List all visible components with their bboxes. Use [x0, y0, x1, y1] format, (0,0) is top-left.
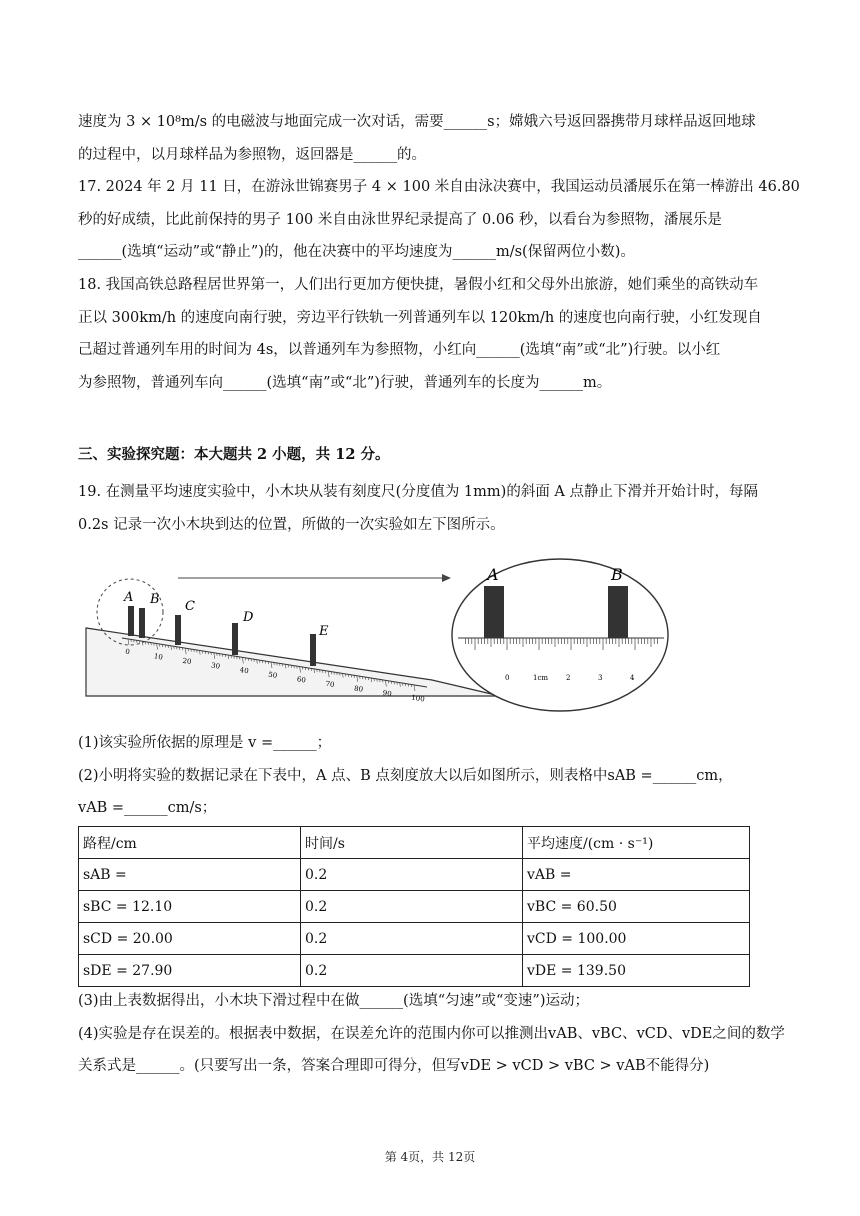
table-cell: vBC = 60.50: [523, 891, 750, 923]
ruler-tick-label: 40: [239, 666, 250, 676]
question-19-sub1: [78, 727, 783, 825]
table-cell: sBC = 12.10: [79, 891, 301, 923]
block-label-b: B: [150, 592, 160, 607]
block-label-d: D: [243, 610, 254, 625]
section-heading: 三、实验探究题：本大题共 2 小题，共 12 分。: [78, 446, 390, 463]
question-18: [78, 269, 783, 399]
table-header-row: [79, 827, 750, 859]
table-cell: 0.2: [301, 923, 523, 955]
table-header: 平均速度/(cm · s⁻¹): [523, 827, 750, 859]
zoom-label-a: A: [487, 565, 499, 584]
ruler-tick-label: 90: [382, 689, 393, 699]
data-table: [78, 826, 750, 987]
zoom-tick-1cm: 1cm: [533, 674, 549, 682]
text-line: 正以 300km/h 的速度向南行驶，旁边平行铁轨一列普通列车以 120km/h 的速度也向南行驶，小红发现自: [78, 309, 762, 326]
table-header: 路程/cm: [79, 827, 301, 859]
ruler-tick-label: 20: [181, 656, 192, 667]
text-line: 17. 2024 年 2 月 11 日，在游泳世锦赛男子 4 × 100 米自由泳决赛中，我国运动员潘展乐在第一棒游出 46.80: [78, 179, 800, 195]
text-line: 秒的好成绩，比此前保持的男子 100 米自由泳世界纪录提高了 0.06 秒，以看台为参照物，潘展乐是: [78, 211, 722, 228]
table-cell: vAB =: [523, 859, 750, 891]
table-cell: vCD = 100.00: [523, 923, 750, 955]
block-b: [139, 608, 145, 638]
zoom-tick-3: 3: [598, 674, 603, 682]
table-row: [79, 955, 750, 987]
zoom-tick-0: 0: [505, 674, 510, 682]
block-d: [232, 623, 238, 655]
table-row: [79, 859, 750, 891]
table-cell: sDE = 27.90: [79, 955, 301, 987]
table-cell: 0.2: [301, 891, 523, 923]
text-line: ______(选填“运动”或“静止”)的，他在决赛中的平均速度为______m/s(保留两位小数)。: [78, 244, 635, 260]
text-line: 为参照物，普通列车向______(选填“南”或“北”)行驶，普通列车的长度为______m。: [78, 374, 612, 391]
text-line: 关系式是______。(只要写出一条，答案合理即可得分，但写vDE > vCD > vBC > vAB不能得分): [78, 1058, 710, 1074]
text-line: (3)由上表数据得出，小木块下滑过程中在做______(选填“匀速”或“变速”)运动；: [78, 993, 590, 1009]
zoom-block-b: [608, 586, 628, 638]
text-line: vAB =______cm/s；: [78, 800, 217, 816]
page-footer: 第 4页，共 12页: [384, 1150, 476, 1164]
table-cell: 0.2: [301, 955, 523, 987]
table-cell: 0.2: [301, 859, 523, 891]
text-line: 速度为 3 × 10⁸m/s 的电磁波与地面完成一次对话，需要______s；嫦娥六号返回器携带月球样品返回地球: [78, 114, 756, 130]
text-line: 0.2s 记录一次小木块到达的位置，所做的一次实验如左下图所示。: [78, 516, 505, 533]
text-line: (2)小明将实验的数据记录在下表中，A 点、B 点刻度放大以后如图所示，则表格中sAB =______cm，: [78, 767, 733, 784]
question-16-tail: [78, 106, 783, 171]
text-line: 的过程中，以月球样品为参照物，返回器是______的。: [78, 146, 426, 163]
table-row: [79, 923, 750, 955]
arrow-head: [442, 574, 451, 582]
ruler-tick-label: 70: [324, 679, 335, 690]
block-e: [310, 634, 316, 666]
table-cell: sAB =: [79, 859, 301, 891]
zoom-tick-4: 4: [630, 674, 635, 682]
block-label-e: E: [319, 624, 329, 639]
ruler-tick-label: 100: [410, 693, 426, 704]
ruler-tick-label: 60: [296, 675, 307, 685]
ruler-tick-label: 30: [210, 661, 221, 671]
ruler-tick-label: 50: [267, 670, 278, 680]
question-19-stem: [78, 476, 783, 541]
ruler-tick-label: 80: [353, 684, 364, 694]
incline-experiment-figure: [82, 556, 670, 714]
block-label-a: A: [124, 590, 134, 605]
text-line: (1)该实验所依据的原理是 v =______；: [78, 735, 332, 751]
text-line: 19. 在测量平均速度实验中，小木块从装有刻度尺(分度值为 1mm)的斜面 A 点静止下滑并开始计时，每隔: [78, 484, 759, 500]
ruler-tick-label: 10: [153, 652, 164, 662]
ruler-tick-label: 0: [124, 647, 131, 657]
text-line: 己超过普通列车用的时间为 4s，以普通列车为参照物，小红向______(选填“南”或“北”)行驶。以小红: [78, 342, 721, 358]
zoom-block-a: [484, 586, 504, 638]
table-cell: sCD = 20.00: [79, 923, 301, 955]
block-a: [128, 606, 134, 636]
question-17: [78, 171, 800, 269]
table-cell: vDE = 139.50: [523, 955, 750, 987]
text-line: (4)实验是存在误差的。根据表中数据，在误差允许的范围内你可以推测出vAB、vBC、vCD、vDE之间的数学: [78, 1025, 785, 1042]
table-row: [79, 891, 750, 923]
block-label-c: C: [185, 599, 195, 614]
zoom-label-b: B: [611, 565, 623, 584]
table-header: 时间/s: [301, 827, 523, 859]
text-line: 18. 我国高铁总路程居世界第一，人们出行更加方便快捷，暑假小红和父母外出旅游，她们乘坐的高铁动车: [78, 277, 759, 293]
block-c: [175, 615, 181, 645]
zoom-tick-2: 2: [566, 674, 571, 682]
question-19-sub3: [78, 985, 783, 1083]
